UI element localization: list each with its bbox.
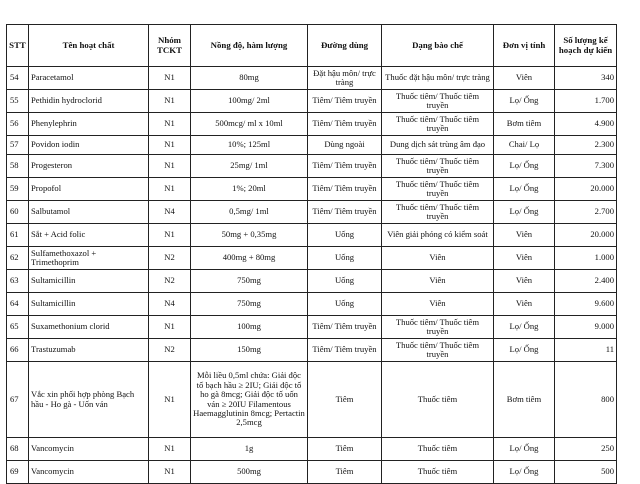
cell-dose: 400mg + 80mg [191, 247, 308, 270]
header-route: Đường dùng [308, 25, 382, 67]
drug-plan-table [6, 24, 617, 484]
cell-qty: 7.300 [555, 155, 617, 178]
cell-qty: 2.400 [555, 270, 617, 293]
cell-name: Pethidin hydroclorid [29, 90, 149, 113]
cell-unit: Lọ/ Ống [494, 178, 555, 201]
header-qty: Số lượng kế hoạch dự kiến [555, 25, 617, 67]
cell-unit: Viên [494, 247, 555, 270]
cell-route: Tiêm [308, 438, 382, 461]
cell-name: Trastuzumab [29, 339, 149, 362]
cell-unit: Bơm tiêm [494, 362, 555, 438]
cell-qty: 20.000 [555, 178, 617, 201]
cell-form: Thuốc tiêm [382, 438, 494, 461]
cell-stt: 69 [7, 461, 29, 484]
cell-name: Sulfamethoxazol + Trimethoprim [29, 247, 149, 270]
cell-qty: 250 [555, 438, 617, 461]
cell-name: Vancomycin [29, 438, 149, 461]
cell-name: Salbutamol [29, 201, 149, 224]
cell-name: Povidon iodin [29, 136, 149, 155]
cell-qty: 9.000 [555, 316, 617, 339]
cell-qty: 800 [555, 362, 617, 438]
cell-stt: 57 [7, 136, 29, 155]
cell-unit: Lọ/ Ống [494, 339, 555, 362]
cell-route: Tiêm [308, 362, 382, 438]
cell-group: N1 [149, 178, 191, 201]
cell-stt: 67 [7, 362, 29, 438]
table-row [7, 339, 617, 362]
cell-dose: 100mg [191, 316, 308, 339]
cell-form: Viên [382, 270, 494, 293]
header-form: Dạng bào chế [382, 25, 494, 67]
cell-group: N4 [149, 293, 191, 316]
header-unit: Đơn vị tính [494, 25, 555, 67]
cell-form: Thuốc tiêm [382, 362, 494, 438]
cell-name: Sultamicillin [29, 270, 149, 293]
table-row [7, 113, 617, 136]
cell-form: Thuốc tiêm/ Thuốc tiêm truyền [382, 155, 494, 178]
cell-dose: 1g [191, 438, 308, 461]
cell-qty: 500 [555, 461, 617, 484]
cell-dose: 10%; 125ml [191, 136, 308, 155]
cell-qty: 2.700 [555, 201, 617, 224]
cell-unit: Lọ/ Ống [494, 155, 555, 178]
cell-stt: 64 [7, 293, 29, 316]
cell-qty: 340 [555, 67, 617, 90]
cell-unit: Viên [494, 293, 555, 316]
cell-stt: 59 [7, 178, 29, 201]
table-row [7, 362, 617, 438]
cell-group: N1 [149, 90, 191, 113]
table-row [7, 178, 617, 201]
cell-qty: 1.700 [555, 90, 617, 113]
cell-route: Tiêm/ Tiêm truyền [308, 201, 382, 224]
header-stt: STT [7, 25, 29, 67]
cell-dose: 150mg [191, 339, 308, 362]
cell-form: Thuốc tiêm/ Thuốc tiêm truyền [382, 113, 494, 136]
cell-dose: 750mg [191, 293, 308, 316]
header-dose: Nồng độ, hàm lượng [191, 25, 308, 67]
cell-route: Tiêm [308, 461, 382, 484]
cell-name: Suxamethonium clorid [29, 316, 149, 339]
cell-name: Phenylephrin [29, 113, 149, 136]
cell-unit: Lọ/ Ống [494, 438, 555, 461]
cell-unit: Viên [494, 67, 555, 90]
cell-qty: 4.900 [555, 113, 617, 136]
cell-dose: 50mg + 0,35mg [191, 224, 308, 247]
table-row [7, 438, 617, 461]
cell-unit: Lọ/ Ống [494, 461, 555, 484]
cell-route: Uống [308, 224, 382, 247]
cell-form: Thuốc tiêm [382, 461, 494, 484]
cell-route: Uống [308, 270, 382, 293]
cell-dose: 100mg/ 2ml [191, 90, 308, 113]
cell-route: Tiêm/ Tiêm truyền [308, 113, 382, 136]
cell-unit: Bơm tiêm [494, 113, 555, 136]
cell-dose: 25mg/ 1ml [191, 155, 308, 178]
cell-unit: Lọ/ Ống [494, 90, 555, 113]
cell-name: Progesteron [29, 155, 149, 178]
cell-route: Dùng ngoài [308, 136, 382, 155]
cell-stt: 60 [7, 201, 29, 224]
table-row [7, 136, 617, 155]
cell-group: N1 [149, 155, 191, 178]
cell-qty: 9.600 [555, 293, 617, 316]
cell-stt: 54 [7, 67, 29, 90]
cell-stt: 63 [7, 270, 29, 293]
cell-group: N1 [149, 461, 191, 484]
cell-name: Sắt + Acid folic [29, 224, 149, 247]
cell-unit: Viên [494, 270, 555, 293]
table-row [7, 67, 617, 90]
table-row [7, 316, 617, 339]
cell-stt: 56 [7, 113, 29, 136]
table-row [7, 270, 617, 293]
cell-form: Viên giải phóng có kiểm soát [382, 224, 494, 247]
cell-group: N1 [149, 224, 191, 247]
cell-stt: 61 [7, 224, 29, 247]
cell-dose: 750mg [191, 270, 308, 293]
cell-name: Vancomycin [29, 461, 149, 484]
cell-group: N2 [149, 270, 191, 293]
cell-unit: Chai/ Lọ [494, 136, 555, 155]
cell-form: Thuốc tiêm/ Thuốc tiêm truyền [382, 316, 494, 339]
cell-form: Thuốc tiêm/ Thuốc tiêm truyền [382, 178, 494, 201]
cell-form: Thuốc tiêm/ Thuốc tiêm truyền [382, 201, 494, 224]
cell-unit: Viên [494, 224, 555, 247]
table-row [7, 293, 617, 316]
cell-form: Thuốc tiêm/ Thuốc tiêm truyền [382, 339, 494, 362]
cell-route: Uống [308, 293, 382, 316]
cell-dose: 80mg [191, 67, 308, 90]
cell-stt: 68 [7, 438, 29, 461]
cell-group: N2 [149, 339, 191, 362]
cell-route: Tiêm/ Tiêm truyền [308, 339, 382, 362]
cell-form: Viên [382, 247, 494, 270]
cell-stt: 65 [7, 316, 29, 339]
cell-route: Tiêm/ Tiêm truyền [308, 178, 382, 201]
cell-dose: 500mg [191, 461, 308, 484]
cell-form: Thuốc tiêm/ Thuốc tiêm truyền [382, 90, 494, 113]
cell-group: N4 [149, 201, 191, 224]
cell-dose: 1%; 20ml [191, 178, 308, 201]
cell-qty: 1.000 [555, 247, 617, 270]
cell-group: N1 [149, 67, 191, 90]
cell-stt: 58 [7, 155, 29, 178]
table-row [7, 155, 617, 178]
cell-group: N1 [149, 362, 191, 438]
cell-group: N2 [149, 247, 191, 270]
cell-route: Tiêm/ Tiêm truyền [308, 90, 382, 113]
table-row [7, 201, 617, 224]
header-group: Nhóm TCKT [149, 25, 191, 67]
cell-dose: Mỗi liều 0,5ml chứa: Giải độc tố bạch hầu ≥ 2IU; Giải độc tố ho gà 8mcg; Giải độc tố uốn ván ≥ 20IU Filamentous Haemagglutinin 8mcg; Pertactin 2,5mcg [191, 362, 308, 438]
cell-unit: Lọ/ Ống [494, 316, 555, 339]
cell-group: N1 [149, 438, 191, 461]
cell-qty: 11 [555, 339, 617, 362]
table-row [7, 247, 617, 270]
cell-route: Uống [308, 247, 382, 270]
header-name: Tên hoạt chất [29, 25, 149, 67]
cell-route: Tiêm/ Tiêm truyền [308, 316, 382, 339]
table-header-row [7, 25, 617, 67]
cell-form: Viên [382, 293, 494, 316]
cell-qty: 20.000 [555, 224, 617, 247]
cell-group: N1 [149, 113, 191, 136]
cell-name: Sultamicillin [29, 293, 149, 316]
cell-name: Vắc xin phối hợp phòng Bạch hầu - Ho gà - Uốn ván [29, 362, 149, 438]
cell-route: Tiêm/ Tiêm truyền [308, 155, 382, 178]
table-row [7, 461, 617, 484]
cell-dose: 0,5mg/ 1ml [191, 201, 308, 224]
cell-stt: 62 [7, 247, 29, 270]
cell-group: N1 [149, 136, 191, 155]
cell-dose: 500mcg/ ml x 10ml [191, 113, 308, 136]
cell-group: N1 [149, 316, 191, 339]
cell-route: Đặt hậu môn/ trực tràng [308, 67, 382, 90]
cell-name: Paracetamol [29, 67, 149, 90]
cell-name: Propofol [29, 178, 149, 201]
cell-unit: Lọ/ Ống [494, 201, 555, 224]
cell-form: Thuốc đặt hậu môn/ trực tràng [382, 67, 494, 90]
cell-qty: 2.300 [555, 136, 617, 155]
cell-stt: 66 [7, 339, 29, 362]
cell-form: Dung dịch sát trùng âm đạo [382, 136, 494, 155]
table-row [7, 224, 617, 247]
table-body [7, 67, 617, 484]
table-row [7, 90, 617, 113]
cell-stt: 55 [7, 90, 29, 113]
